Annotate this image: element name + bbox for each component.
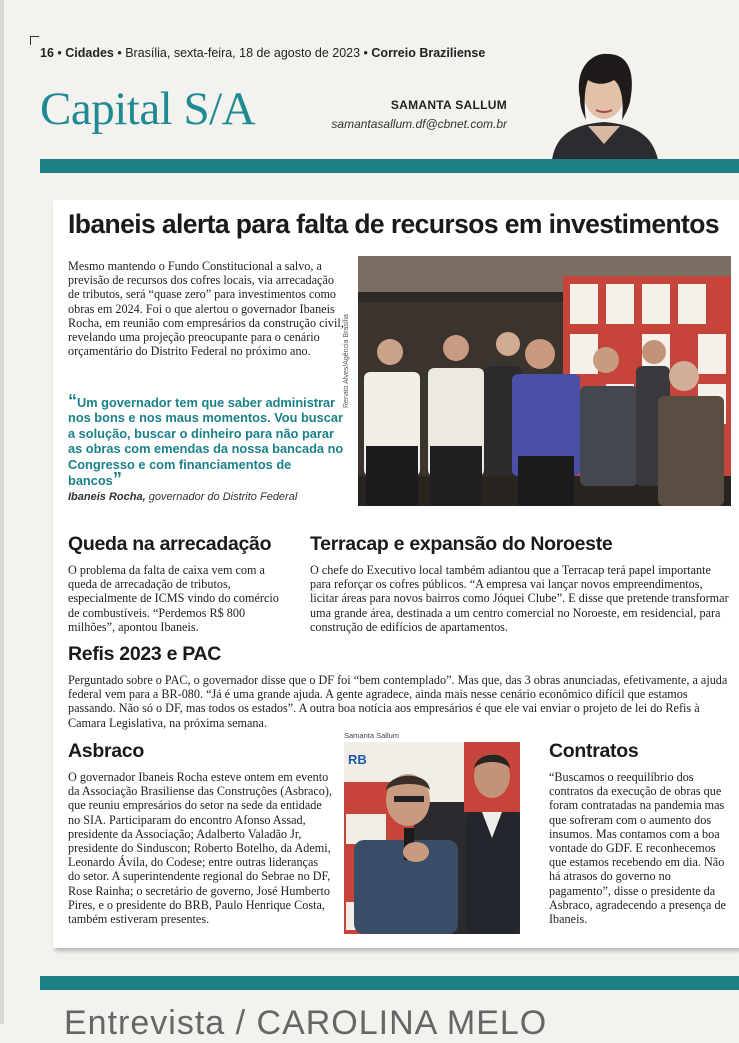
section-title-refis: Refis 2023 e PAC [68,643,222,665]
event-photo-speaker [344,742,520,934]
photo2-credit: Samanta Sallum [344,731,400,740]
section-title-contratos: Contratos [549,740,639,762]
author-portrait [544,46,664,160]
section-title-asbraco: Asbraco [68,740,144,762]
next-column-teaser: Entrevista / CAROLINA MELO [64,1004,548,1042]
section-text-queda: O problema da falta de caixa vem com a queda de arrecadação de tributos, especialmente de ICMS vindo do comércio de combustíveis. “Perdemos R$ 800 milhões”, apontou Ibaneis. [68,563,279,634]
close-quote-icon: ” [112,469,122,490]
article-headline: Ibaneis alerta para falta de recursos em investimentos [68,209,719,239]
footer-rule [40,976,739,990]
crop-mark [30,36,39,45]
quote-attribution: Ibaneis Rocha, governador do Distrito Federal [68,491,298,503]
header-rule [40,159,739,173]
event-photo-group [358,256,731,506]
column-logo: Capital S/A [40,83,256,135]
pull-quote-text: Um governador tem que saber administrar nos bons e nos maus momentos. Vou buscar a solução, buscar o dinheiro para não parar as obras com emendas da nossa bancada no Congresso e com financiamentos de bancos [68,395,344,489]
pull-quote [68,391,348,490]
article-lead: Mesmo mantendo o Fundo Constitucional a salvo, a previsão de recursos dos cofres locais, via arrecadação de tributos, será “quase zero” para investimentos como obras em 2024. Foi o que alertou o governador Ibaneis Rocha, em reunião com empresários da construção civil, revelando uma projeção preocupante para o cenário orçamentário do Distrito Federal no próximo ano. [68,259,344,359]
photo1-credit: Renato Alves/Agência Brasília [343,314,350,408]
section-text-contratos: “Buscamos o reequilíbrio dos contratos da execução de obras que foram contratadas na pandemia mas que sofreram com o aumento dos insumos. Mas contamos com a boa vontade do GDF. E reconhecemos que estamos recebendo em dia. Não há atrasos do governo no pagamento”, disse o presidente da Asbraco, agradecendo a presença de Ibaneis. [549,770,726,927]
author-name: SAMANTA SALLUM [390,98,507,112]
section-title-terracap: Terracap e expansão do Noroeste [310,533,613,555]
open-quote-icon: “ [68,391,77,411]
page-edge [0,0,4,1024]
page-folio: 16 • Cidades • Brasília, sexta-feira, 18 de agosto de 2023 • Correio Braziliense [40,46,486,60]
section-title-queda: Queda na arrecadação [68,533,272,555]
section-text-asbraco: O governador Ibaneis Rocha esteve ontem em evento da Associação Brasiliense das Construções (Asbraco), que reuniu empresários do setor na sede da entidade no SIA. Participaram do encontro Afonso Assad, presidente da Associação; Adalberto Valadão Jr, presidente do Sinduscon; Roberto Botelho, da Ademi, Leonardo Ávila, do Codese; entre outras lideranças do setor. A superintendente regional do Sebrae no DF, Rose Rainha; o secretário de governo, José Humberto Pires, e o presidente do BRB, Paulo Henrique Costa, também estiveram presentes. [68,770,332,927]
author-email[interactable]: samantasallum.df@cbnet.com.br [331,117,507,131]
section-text-refis: Perguntado sobre o PAC, o governador disse que o DF foi “bem contemplado”. Mas que, das 3 obras anunciadas, efetivamente, a ajuda federal vem para a BR-080. “Já é uma grande ajuda. A gente agradece, ainda mais nesse cenário econômico difícil que estamos passando. Não só o DF, mas todos os estados”. A outra boa notícia aos empresários é que ele vai enviar o projeto de lei do Refis à Camara Legislativa, na próxima semana. [68,673,728,730]
svg-text:RB: RB [348,752,367,767]
section-text-terracap: O chefe do Executivo local também adiantou que a Terracap terá papel importante para reforçar os cofres públicos. “A empresa vai lançar novos empreendimentos, licitar áreas para novos bairros como Jóquei Clube”. E disse que pretende transformar uma grande área, destinada a um centro comercial no Noroeste, em residencial, para construção de edifícios de apartamentos. [310,563,729,634]
